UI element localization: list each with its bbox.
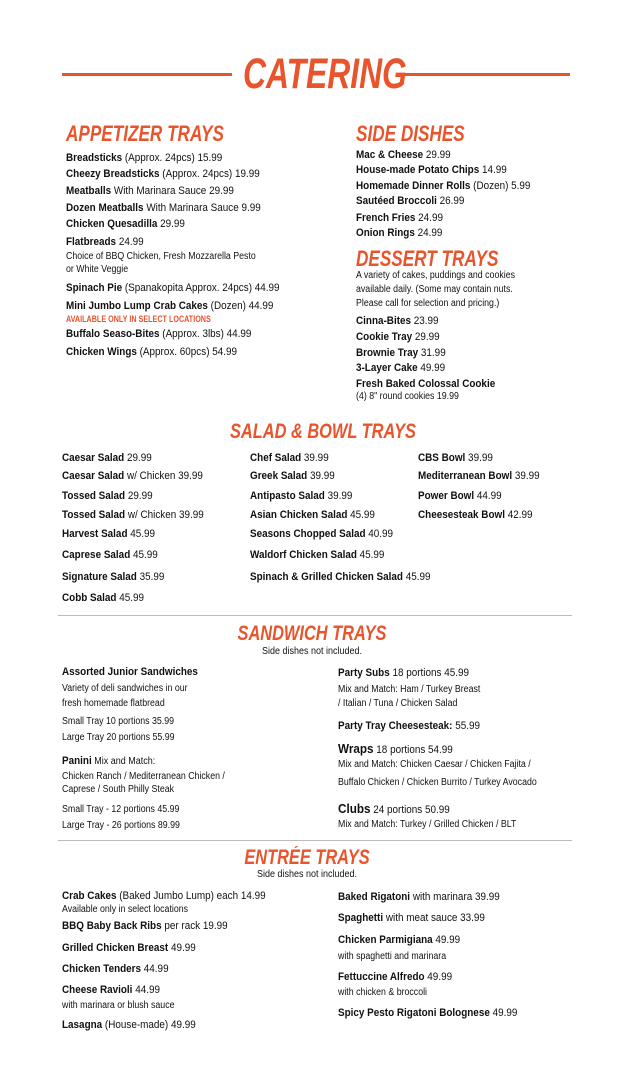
list-item: Assorted Junior Sandwiches xyxy=(62,666,198,678)
list-item: Mac & Cheese 29.99 xyxy=(356,149,451,161)
item-note: Large Tray - 26 portions 89.99 xyxy=(62,820,180,831)
item-note: Small Tray 10 portions 35.99 xyxy=(62,716,175,727)
list-item: Breadsticks (Approx. 24pcs) 15.99 xyxy=(66,152,223,164)
list-item: Caprese Salad 45.99 xyxy=(62,549,158,561)
list-item: Fettuccine Alfredo 49.99 xyxy=(338,971,453,983)
list-item: Greek Salad 39.99 xyxy=(250,470,335,482)
list-item: BBQ Baby Back Ribs per rack 19.99 xyxy=(62,920,228,932)
list-item: Spaghetti with meat sauce 33.99 xyxy=(338,912,485,924)
flatbread-note: or White Veggie xyxy=(66,264,129,275)
title-rule-left xyxy=(62,73,232,76)
list-item: Panini Mix and Match: xyxy=(62,755,156,767)
item-note: fresh homemade flatbread xyxy=(62,698,165,709)
list-item: Cobb Salad 45.99 xyxy=(62,592,144,604)
list-item: Spinach & Grilled Chicken Salad 45.99 xyxy=(250,571,431,583)
item-note: Mix and Match: Ham / Turkey Breast xyxy=(338,684,481,695)
list-item: Meatballs With Marinara Sauce 29.99 xyxy=(66,185,234,197)
list-item: Grilled Chicken Breast 49.99 xyxy=(62,942,196,954)
item-note: Available only in select locations xyxy=(62,904,189,915)
list-item: House-made Potato Chips 14.99 xyxy=(356,164,507,176)
list-item: Mini Jumbo Lump Crab Cakes (Dozen) 44.99 xyxy=(66,300,274,312)
list-item: French Fries 24.99 xyxy=(356,212,443,224)
list-item: Chicken Tenders 44.99 xyxy=(62,963,169,975)
item-note: Small Tray - 12 portions 45.99 xyxy=(62,804,180,815)
list-item: Tossed Salad w/ Chicken 39.99 xyxy=(62,509,204,521)
list-item: Power Bowl 44.99 xyxy=(418,490,502,502)
list-item: Chicken Parmigiana 49.99 xyxy=(338,934,461,946)
flatbread-note: Choice of BBQ Chicken, Fresh Mozzarella Pesto xyxy=(66,251,256,262)
list-item: Brownie Tray 31.99 xyxy=(356,347,446,359)
salad-heading: SALAD & BOWL TRAYS xyxy=(230,420,416,443)
item-note: with chicken & broccoli xyxy=(338,987,428,998)
list-item: Mediterranean Bowl 39.99 xyxy=(418,470,540,482)
item-note: Large Tray 20 portions 55.99 xyxy=(62,732,175,743)
divider xyxy=(58,615,572,616)
page-title: CATERING xyxy=(243,50,407,98)
list-item: Asian Chicken Salad 45.99 xyxy=(250,509,375,521)
sandwich-subtitle: Side dishes not included. xyxy=(261,646,363,657)
list-item: Chef Salad 39.99 xyxy=(250,452,329,464)
list-item: Spinach Pie (Spanakopita Approx. 24pcs) 44.99 xyxy=(66,282,280,294)
list-item: Caesar Salad w/ Chicken 39.99 xyxy=(62,470,203,482)
list-item: Seasons Chopped Salad 40.99 xyxy=(250,528,394,540)
appetizer-heading: APPETIZER TRAYS xyxy=(66,121,224,146)
item-note: with spaghetti and marinara xyxy=(338,951,447,962)
list-item: Crab Cakes (Baked Jumbo Lump) each 14.99 xyxy=(62,890,266,902)
list-item: Cheese Ravioli 44.99 xyxy=(62,984,160,996)
list-item: Homemade Dinner Rolls (Dozen) 5.99 xyxy=(356,180,531,192)
divider xyxy=(58,840,572,841)
list-item: Party Subs 18 portions 45.99 xyxy=(338,667,469,679)
list-item: Cheesesteak Bowl 42.99 xyxy=(418,509,533,521)
list-item: Harvest Salad 45.99 xyxy=(62,528,156,540)
item-note: Variety of deli sandwiches in our xyxy=(62,683,188,694)
title-rule-right xyxy=(398,73,570,76)
list-item: Dozen Meatballs With Marinara Sauce 9.99 xyxy=(66,202,261,214)
list-item: Caesar Salad 29.99 xyxy=(62,452,152,464)
list-item: Tossed Salad 29.99 xyxy=(62,490,153,502)
item-note: Buffalo Chicken / Chicken Burrito / Turkey Avocado xyxy=(338,777,537,788)
list-item: Clubs 24 portions 50.99 xyxy=(338,801,450,816)
item-note: Chicken Ranch / Mediterranean Chicken / xyxy=(62,771,225,782)
dessert-heading: DESSERT TRAYS xyxy=(356,246,499,271)
list-item: CBS Bowl 39.99 xyxy=(418,452,493,464)
list-item: Antipasto Salad 39.99 xyxy=(250,490,353,502)
dessert-description: Please call for selection and pricing.) xyxy=(356,298,500,309)
list-item: Cookie Tray 29.99 xyxy=(356,331,440,343)
item-note: / Italian / Tuna / Chicken Salad xyxy=(338,698,458,709)
availability-note: AVAILABLE ONLY IN SELECT LOCATIONS xyxy=(66,314,211,324)
list-item: Cheezy Breadsticks (Approx. 24pcs) 19.99 xyxy=(66,168,260,180)
entree-heading: ENTRÉE TRAYS xyxy=(244,846,370,869)
list-item: Sautéed Broccoli 26.99 xyxy=(356,195,465,207)
list-item: Signature Salad 35.99 xyxy=(62,571,165,583)
list-item: Chicken Quesadilla 29.99 xyxy=(66,218,185,230)
list-item: Flatbreads 24.99 xyxy=(66,236,144,248)
list-item: Cinna-Bites 23.99 xyxy=(356,315,439,327)
list-item: Waldorf Chicken Salad 45.99 xyxy=(250,549,385,561)
list-item: Onion Rings 24.99 xyxy=(356,227,443,239)
list-item: Fresh Baked Colossal Cookie xyxy=(356,378,496,390)
cookie-note: (4) 8" round cookies 19.99 xyxy=(356,391,459,402)
list-item: Chicken Wings (Approx. 60pcs) 54.99 xyxy=(66,346,238,358)
list-item: Wraps 18 portions 54.99 xyxy=(338,741,453,756)
item-note: with marinara or blush sauce xyxy=(62,1000,175,1011)
list-item: Buffalo Seaso-Bites (Approx. 3lbs) 44.99 xyxy=(66,328,252,340)
side-dishes-heading: SIDE DISHES xyxy=(356,121,465,146)
dessert-description: available daily. (Some may contain nuts. xyxy=(356,284,513,295)
sandwich-heading: SANDWICH TRAYS xyxy=(237,622,387,645)
item-note: Mix and Match: Chicken Caesar / Chicken Fajita / xyxy=(338,759,531,770)
list-item: Lasagna (House-made) 49.99 xyxy=(62,1019,196,1031)
list-item: Baked Rigatoni with marinara 39.99 xyxy=(338,891,500,903)
list-item: Spicy Pesto Rigatoni Bolognese 49.99 xyxy=(338,1007,518,1019)
list-item: 3-Layer Cake 49.99 xyxy=(356,362,446,374)
dessert-description: A variety of cakes, puddings and cookies xyxy=(356,270,515,281)
item-note: Mix and Match: Turkey / Grilled Chicken / BLT xyxy=(338,819,517,830)
list-item: Party Tray Cheesesteak: 55.99 xyxy=(338,720,481,732)
entree-subtitle: Side dishes not included. xyxy=(256,869,358,880)
item-note: Caprese / South Philly Steak xyxy=(62,784,175,795)
